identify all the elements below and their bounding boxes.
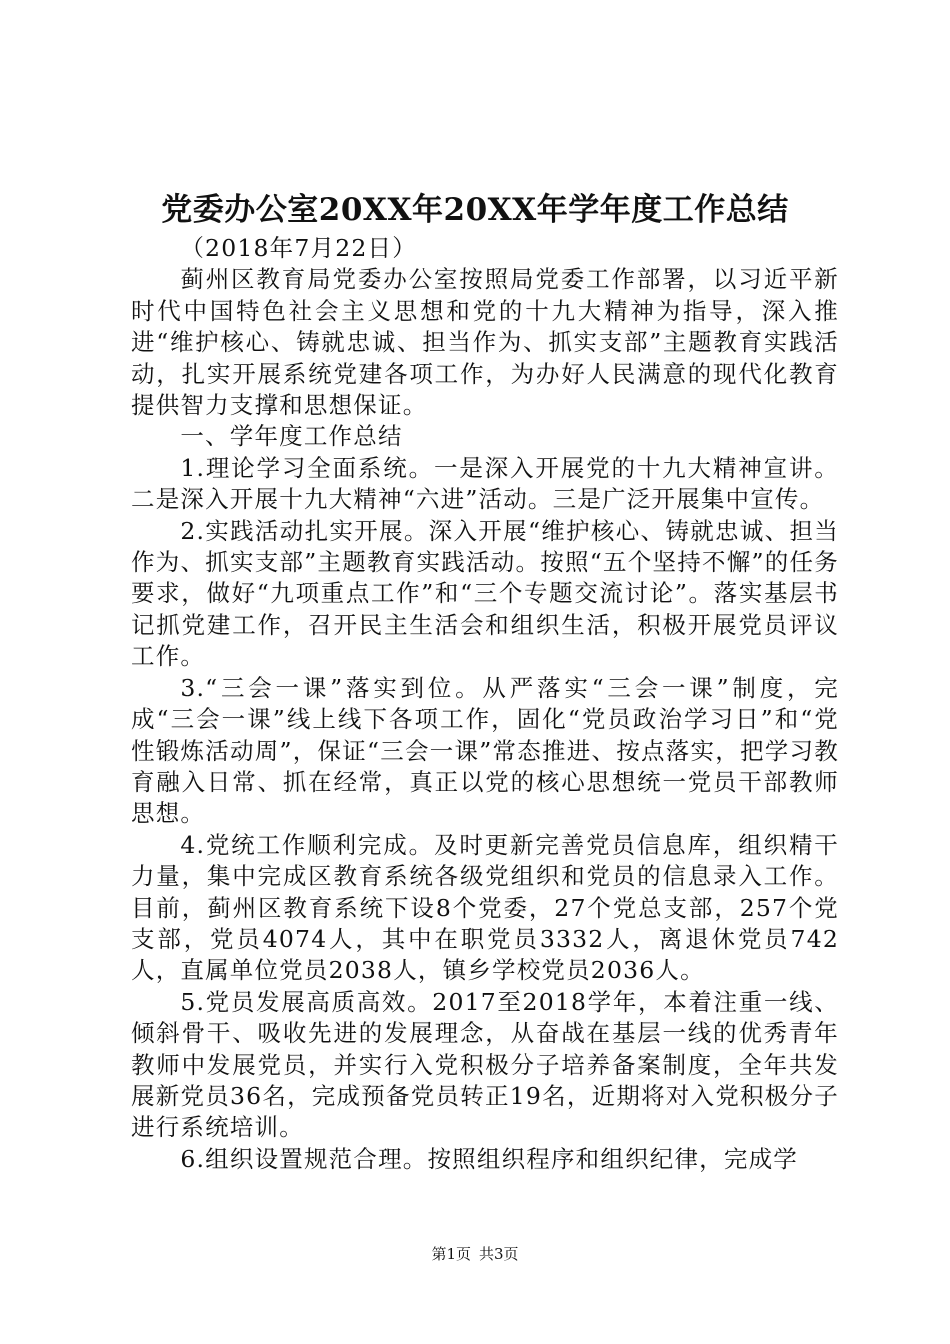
paragraph-item-6: 6.组织设置规范合理。按照组织程序和组织纪律，完成学 — [180, 1144, 798, 1173]
section-heading: 一、学年度工作总结 — [180, 422, 403, 451]
document-date: （2018年7月22日） — [180, 234, 417, 262]
paragraph-item-4: 4.党统工作顺利完成。及时更新完善党员信息库，组织精干力量，集中完成区教育系统各级党组织和党员的信息录入工作。目前，蓟州区教育系统下设8个党委，27个党总支部，257个党支部，党员4074人，其中在职党员3332人，离退休党员742人，直属单位党员2038人，镇乡学校党员2036人。 — [131, 830, 839, 985]
paragraph-item-2: 2.实践活动扎实开展。深入开展“维护核心、铸就忠诚、担当作为、抓实支部”主题教育实践活动。按照“五个坚持不懈”的任务要求，做好“九项重点工作”和“三个专题交流讨论”。落实基层书记抓党建工作，召开民主生活会和组织生活，积极开展党员评议工作。 — [131, 516, 839, 671]
page-total: 共3页 — [479, 1245, 519, 1263]
document-body — [131, 233, 839, 1175]
paragraph-item-5: 5.党员发展高质高效。2017至2018学年，本着注重一线、倾斜骨干、吸收先进的发展理念，从奋战在基层一线的优秀青年教师中发展党员，并实行入党积极分子培养备案制度，全年共发展新党员36名，完成预备党员转正19名，近期将对入党积极分子进行系统培训。 — [131, 987, 839, 1142]
page-footer — [0, 1242, 950, 1266]
paragraph-intro: 蓟州区教育局党委办公室按照局党委工作部署，以习近平新时代中国特色社会主义思想和党的十九大精神为指导，深入推进“维护核心、铸就忠诚、担当作为、抓实支部”主题教育实践活动，扎实开展系统党建各项工作，为办好人民满意的现代化教育提供智力支撑和思想保证。 — [131, 265, 839, 420]
paragraph-item-3: 3.“三会一课”落实到位。从严落实“三会一课”制度，完成“三会一课”线上线下各项工作，固化“党员政治学习日”和“党性锻炼活动周”，保证“三会一课”常态推进、按点落实，把学习教育融入日常、抓在经常，真正以党的核心思想统一党员干部教师思想。 — [131, 673, 839, 828]
page-number: 第1页 — [431, 1245, 471, 1263]
document-title: 党委办公室20XX年20XX年学年度工作总结 — [161, 192, 789, 228]
paragraph-item-1: 1.理论学习全面系统。一是深入开展党的十九大精神宣讲。二是深入开展十九大精神“六进”活动。三是广泛开展集中宣传。 — [131, 453, 839, 514]
